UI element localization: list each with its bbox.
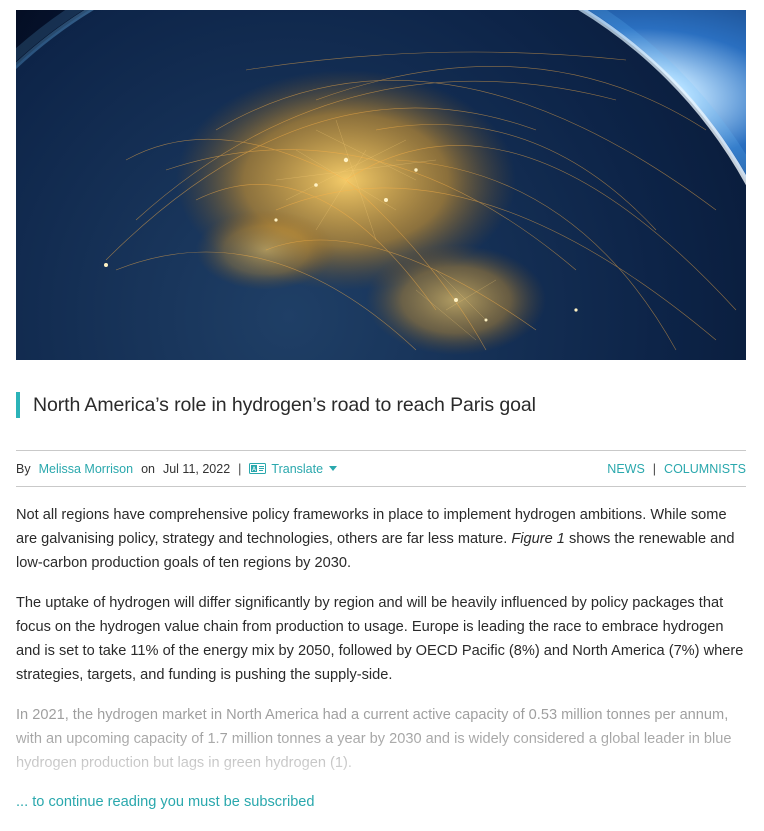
subscribe-continue-link[interactable]: ... to continue reading you must be subscribed [16, 794, 315, 810]
category-columnists-link[interactable]: COLUMNISTS [664, 461, 746, 476]
translate-button[interactable] [249, 462, 337, 476]
article-body [16, 503, 748, 791]
meta-separator: | [238, 461, 242, 476]
on-label: on [141, 461, 155, 476]
publish-date: Jul 11, 2022 [162, 461, 231, 476]
paragraph-3-faded: In 2021, the hydrogen market in North America had a current active capacity of 0.53 million tonnes per annum, with an upcoming capacity of 1.7 million tonnes a year by 2030 and is widely considered a global leader in blue hydrogen production but lags in green hydrogen (1). [16, 703, 748, 775]
title-accent-bar [16, 392, 536, 418]
paragraph-1-text-a: Not all regions have comprehensive policy frameworks in place to implement hydrogen ambitions. While some are galvanising policy, strategy and technologies, others are far less mature. [16, 507, 727, 547]
category-separator: | [652, 461, 657, 476]
by-label: By [16, 461, 31, 476]
figure-reference: Figure 1 [511, 531, 565, 547]
hero-image [16, 10, 746, 360]
paragraph-1-text-b: shows the renewable and low-carbon production goals of ten regions by 2030. [16, 531, 735, 571]
svg-text:A: A [252, 466, 257, 473]
category-news-link[interactable]: NEWS [607, 461, 645, 476]
category-links [607, 462, 746, 476]
article-meta-bar [16, 450, 746, 487]
byline [16, 462, 337, 476]
globe-network-image [16, 10, 746, 360]
translate-icon [249, 463, 266, 474]
author-link[interactable]: Melissa Morrison [38, 461, 134, 476]
paragraph-2: The uptake of hydrogen will differ significantly by region and will be heavily influenced by policy packages that focus on the hydrogen value chain from production to usage. Europe is leading the race to embrace hydrogen and is set to take 11% of the energy mix by 2050, followed by OECD Pacific (8%) and North America (7%) where strategies, targets, and funding is pushing the supply-side. [16, 595, 744, 683]
article-title: North America’s role in hydrogen’s road to reach Paris goal [33, 393, 536, 416]
chevron-down-icon [329, 466, 337, 471]
paragraph-1 [16, 503, 748, 575]
translate-label: Translate [271, 461, 324, 476]
